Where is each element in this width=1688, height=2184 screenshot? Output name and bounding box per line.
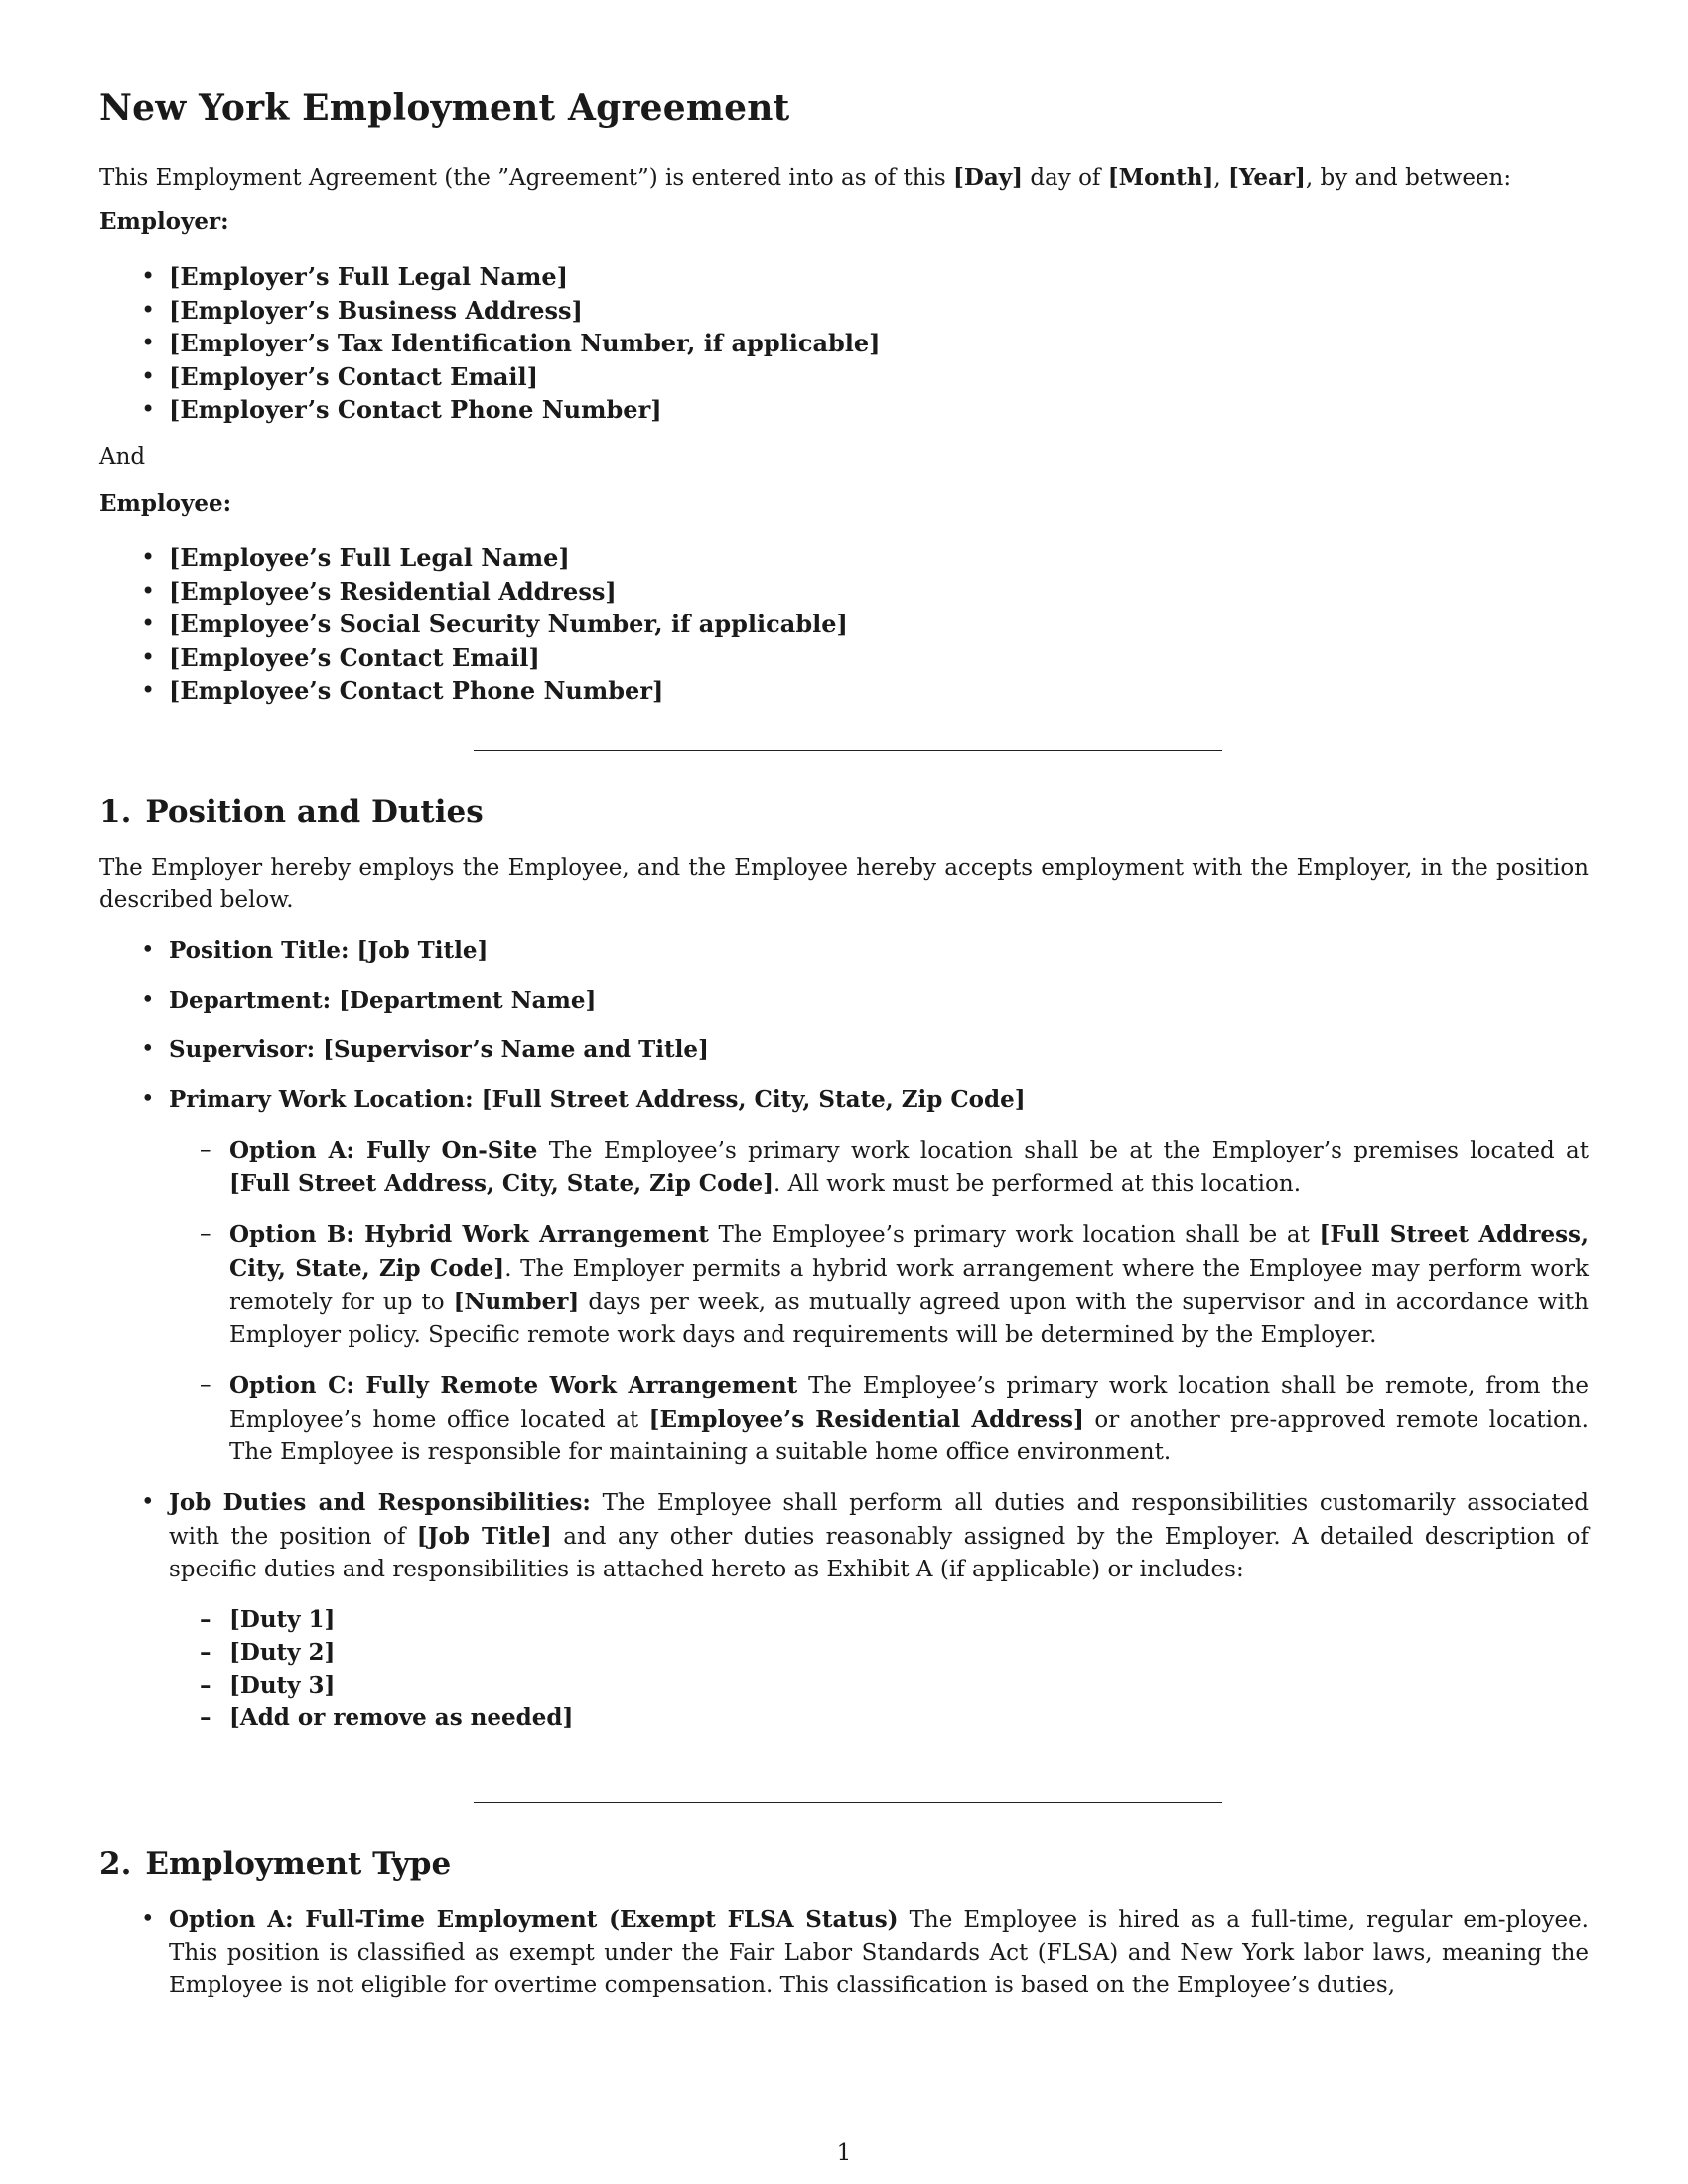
year-placeholder: [Year] (1228, 164, 1306, 191)
department-item: • Department: [Department Name] (169, 984, 1589, 1017)
and-text: And (99, 444, 146, 470)
list-item: • [Employer’s Contact Email] (169, 360, 881, 394)
duty-list (169, 1603, 1589, 1734)
list-item: – [Duty 1] (229, 1603, 1589, 1636)
section-1-intro: The Employer hereby employs the Employee, and the Employee hereby accepts employment with the Employer, in the position described below. (99, 855, 1589, 913)
work-location-options (169, 1134, 1589, 1469)
section-1-heading: 1. Position and Duties (99, 794, 484, 830)
list-item: • [Employee’s Social Security Number, if applicable] (169, 608, 848, 641)
job-duties-item: • Job Duties and Responsibilities: The Employee shall perform all duties and responsibilities customarily associated with the position of [Job Title] and any other duties reasonably assigned by the Employer. A detailed description of specific duties and responsibilities is attached hereto as Exhibit A (if applicable) or includes: – [Duty 1] – [Duty 2] – [Duty 3] – [Add or remove as needed] (169, 1486, 1589, 1734)
section-divider (474, 750, 1222, 751)
employee-details-list (169, 541, 848, 708)
employer-label: Employer: (99, 208, 229, 235)
section-2-heading: 2. Employment Type (99, 1846, 452, 1882)
list-item: • [Employee’s Contact Phone Number] (169, 674, 848, 708)
option-a-on-site: – Option A: Fully On-Site The Employee’s primary work location shall be at the Employer’s premises located at [Full Street Address, City, State, Zip Code]. All work must be performed at this location. (229, 1134, 1589, 1201)
list-item: – [Duty 2] (229, 1636, 1589, 1669)
list-item: • [Employee’s Contact Email] (169, 641, 848, 675)
page-number: 1 (836, 2140, 852, 2166)
option-a-full-time: • Option A: Full-Time Employment (Exempt FLSA Status) The Employee is hired as a full-time, regular em-ployee. This position is classified as exempt under the Fair Labor Standards Act (FLSA) and New York labor laws, meaning the Employee is not eligible for overtime compensation. This classification is based on the Employee’s duties, (169, 1903, 1589, 2002)
position-details-list (169, 934, 1589, 1734)
intro-paragraph: This Employment Agreement (the ”Agreement”) is entered into as of this [Day] day of [Month], [Year], by and between: (99, 164, 1512, 191)
work-location-item: • Primary Work Location: [Full Street Address, City, State, Zip Code] – Option A: Fully On-Site The Employee’s primary work location shall be at the Employer’s premises located at [Full Street Address, City, State, Zip Code]. All work must be performed at this location. – Option B: Hybrid Work Arrangement The Employee’s primary work location shall be at [Full Street Address, City, State, Zip Code]. The Employer permits a hybrid work arrangement where the Employee may perform work remotely for up to [Number] days per week, as mutually agreed upon with the supervisor and in accordance with Employer policy. Specific remote work days and requirements will be determined by the Employer. – Option C: Fully Remote Work Arrangement The Employee’s primary work location shall be remote, from the Employee’s home office located at [Employee’s Residential Address] or another pre-approved remote location. The Employee is responsible for maintaining a suitable home office environment. (169, 1083, 1589, 1469)
list-item: • [Employer’s Contact Phone Number] (169, 393, 881, 427)
employment-type-list (169, 1903, 1589, 2002)
list-item: • [Employer’s Full Legal Name] (169, 260, 881, 294)
position-title-item: • Position Title: [Job Title] (169, 934, 1589, 967)
employer-details-list (169, 260, 881, 427)
list-item: • [Employee’s Full Legal Name] (169, 541, 848, 575)
option-c-remote: – Option C: Fully Remote Work Arrangement The Employee’s primary work location shall be remote, from the Employee’s home office located at [Employee’s Residential Address] or another pre-approved remote location. The Employee is responsible for maintaining a suitable home office environment. (229, 1369, 1589, 1469)
month-placeholder: [Month] (1107, 164, 1214, 191)
list-item: – [Add or remove as needed] (229, 1702, 1589, 1734)
list-item: • [Employer’s Tax Identification Number, if applicable] (169, 327, 881, 360)
option-b-hybrid: – Option B: Hybrid Work Arrangement The Employee’s primary work location shall be at [Full Street Address, City, State, Zip Code]. The Employer permits a hybrid work arrangement where the Employee may perform work remotely for up to [Number] days per week, as mutually agreed upon with the supervisor and in accordance with Employer policy. Specific remote work days and requirements will be determined by the Employer. (229, 1218, 1589, 1352)
employee-label: Employee: (99, 490, 232, 517)
supervisor-item: • Supervisor: [Supervisor’s Name and Title] (169, 1033, 1589, 1066)
section-divider (474, 1802, 1222, 1803)
document-title: New York Employment Agreement (99, 87, 790, 129)
list-item: – [Duty 3] (229, 1669, 1589, 1702)
document-page (99, 0, 1589, 2184)
list-item: • [Employee’s Residential Address] (169, 575, 848, 609)
day-placeholder: [Day] (953, 164, 1024, 191)
list-item: • [Employer’s Business Address] (169, 294, 881, 328)
